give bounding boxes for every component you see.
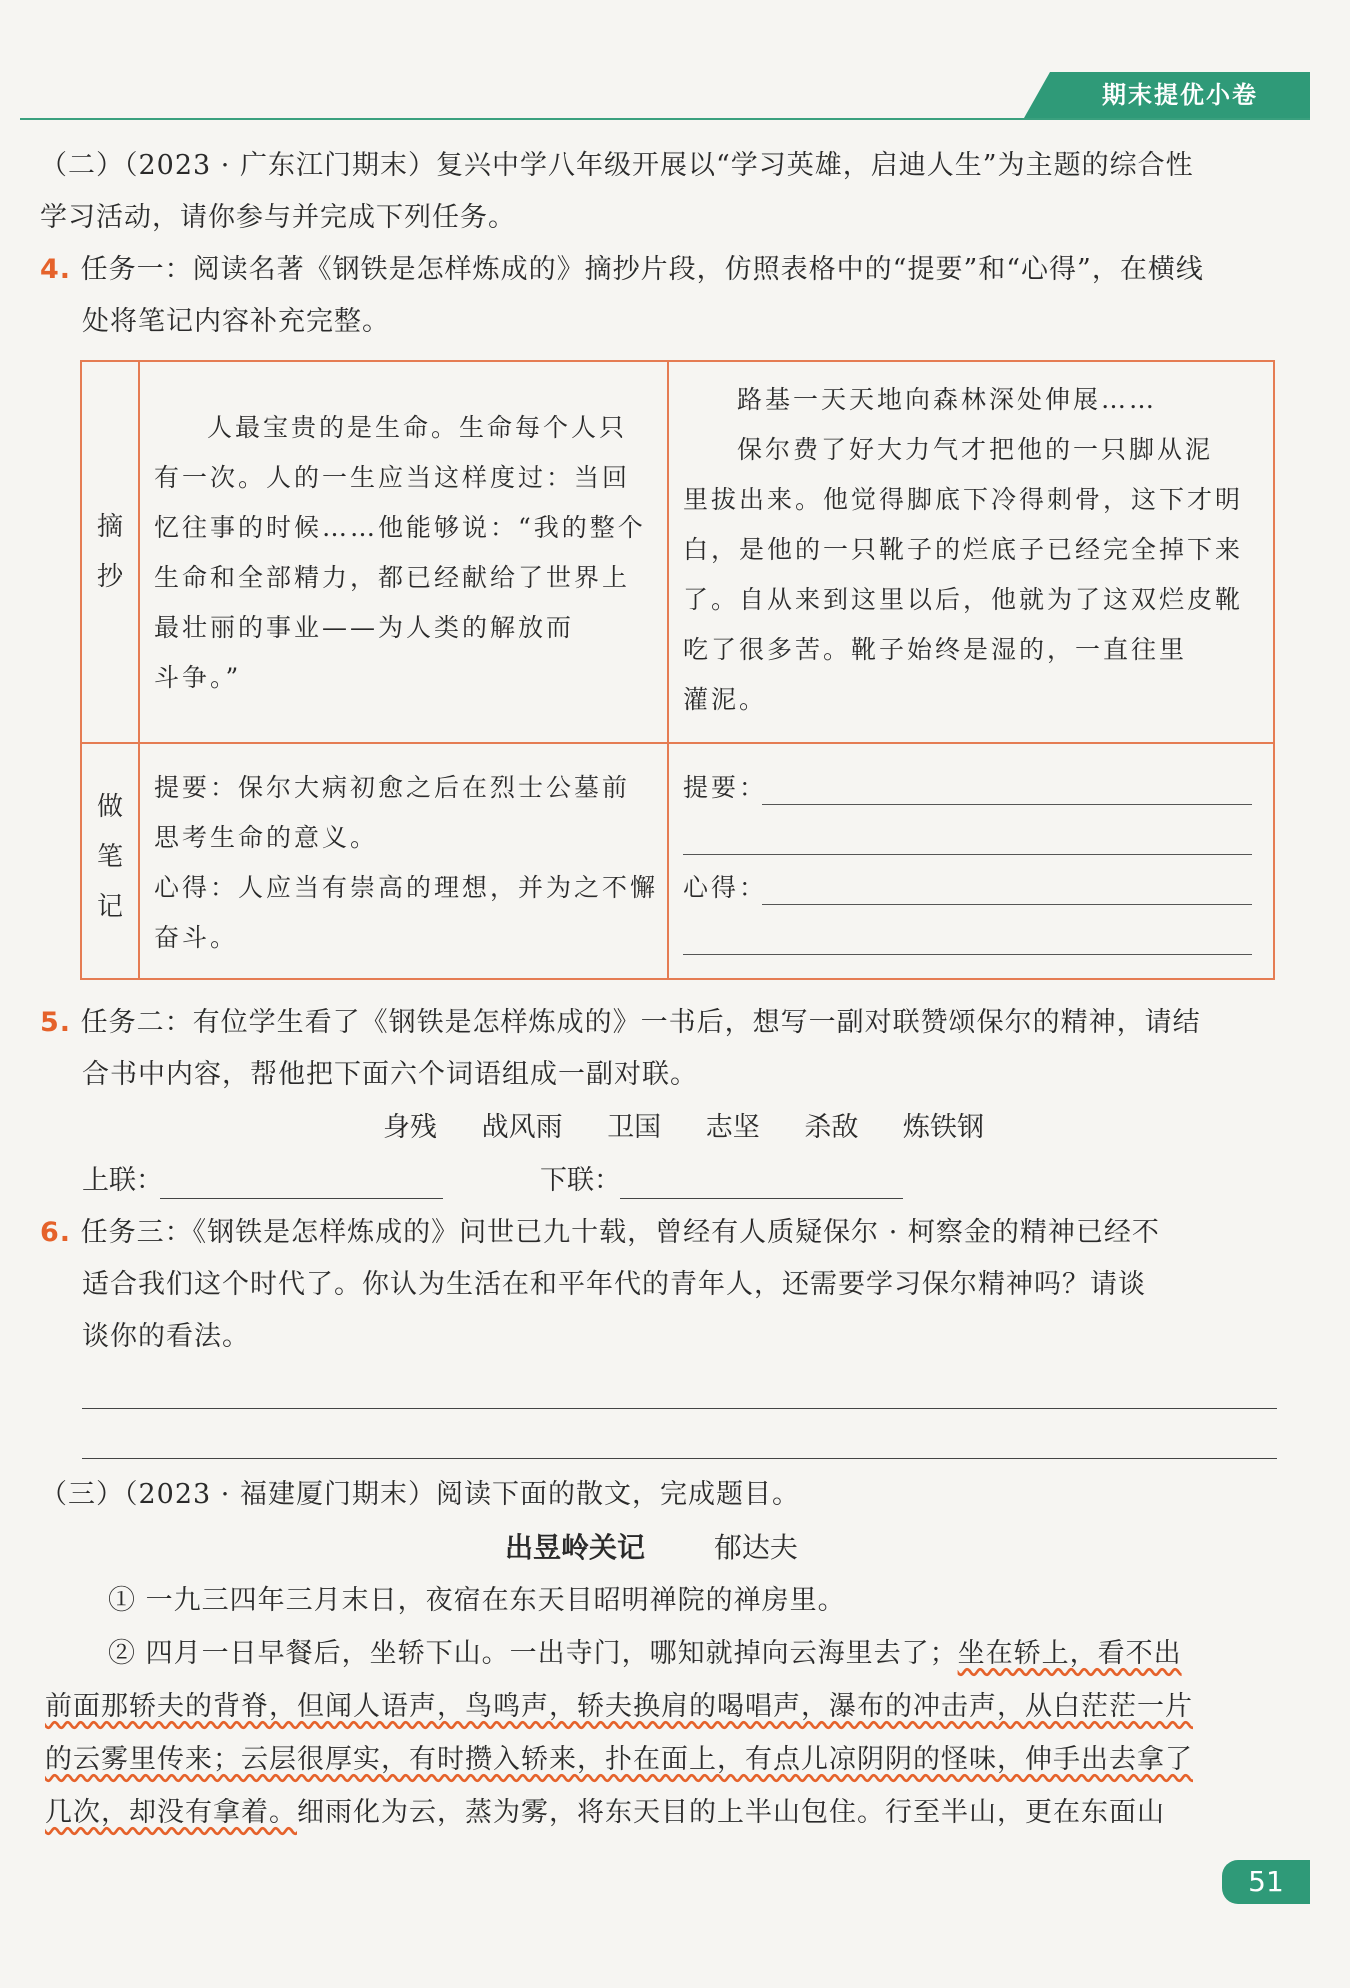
header-tab: 期末提优小卷 [1050,72,1310,118]
q4-line2: 处将笔记内容补充完整。 [82,306,390,337]
q4-number: 4. [40,254,72,285]
section3-line1: （三）（2023 · 福建厦门期末）阅读下面的散文，完成题目。 [40,1479,800,1510]
excerpt1-line: 生命和全部精力，都已经献给了世界上 [154,563,631,592]
note1-line: 提要：保尔大病初愈之后在烈士公墓前 [154,773,631,802]
q6-number: 6. [40,1217,72,1248]
excerpt1-line: 最壮丽的事业——为人类的解放而 [154,613,575,642]
upper-couplet-label: 上联： [82,1165,163,1196]
q6-answer-line[interactable] [82,1458,1277,1459]
excerpt2-line: 吃了很多苦。靴子始终是湿的，一直往里 [683,635,1188,664]
note1-line: 奋斗。 [154,923,239,952]
excerpt2-line: 保尔费了好大力气才把他的一只脚从泥 [737,435,1214,464]
q5-text1: 任务二：有位学生看了《钢铁是怎样炼成的》一书后，想写一副对联赞颂保尔的精神，请结 [80,1007,1201,1038]
lower-couplet-blank[interactable] [620,1198,903,1199]
article-p2-text: ② 四月一日早餐后，坐轿下山。一出寺门，哪知就掉向云海里去了； [108,1638,958,1669]
excerpt1-line: 有一次。人的一生应当这样度过：当回 [154,463,631,492]
note1-line: 心得：人应当有崇高的理想，并为之不懈 [154,873,659,902]
q5-number: 5. [40,1007,72,1038]
article-p2-text: 细雨化为云，蒸为雾，将东天目的上半山包住。行至半山，更在东面山 [297,1797,1165,1828]
couplet-word: 战风雨 [481,1112,563,1143]
row-label-notes-2: 笔 [96,842,123,872]
q6-text1: 任务三：《钢铁是怎样炼成的》问世已九十载，曾经有人质疑保尔 · 柯察金的精神已经不 [80,1217,1160,1248]
note2-insight-label: 心得： [683,873,768,902]
excerpt2-line: 了。自从来到这里以后，他就为了这双烂皮靴 [683,585,1244,614]
notes-table [80,360,1275,980]
q6-line2: 适合我们这个时代了。你认为生活在和平年代的青年人，还需要学习保尔精神吗？请谈 [82,1269,1146,1300]
row-label-notes-1: 做 [96,792,123,822]
note2-insight-blank[interactable] [762,904,1252,905]
article-p2-line1 [108,1636,1182,1672]
upper-couplet-blank[interactable] [160,1198,443,1199]
excerpt1-line: 斗争。” [154,663,242,692]
excerpt1-line: 人最宝贵的是生命。生命每个人只 [207,413,628,442]
couplet-word: 身残 [383,1112,437,1143]
note2-summary-blank[interactable] [762,804,1252,805]
article-p2-line4 [45,1795,1165,1831]
article-title: 出昱岭关记 [505,1531,646,1564]
q4-line1 [40,252,1204,288]
q4-text1: 任务一：阅读名著《钢铁是怎样炼成的》摘抄片段，仿照表格中的“提要”和“心得”，在横线 [80,254,1204,285]
excerpt2-line: 里拔出来。他觉得脚底下冷得刺骨，这下才明 [683,485,1244,514]
couplet-word: 志坚 [705,1112,760,1143]
section2-line2: 学习活动，请你参与并完成下列任务。 [40,202,516,233]
article-p2-line3: 的云雾里传来；云层很厚实，有时攒入轿来，扑在面上，有点儿凉阴阴的怪味，伸手出去拿了 [45,1744,1193,1775]
table-divider [82,742,1273,744]
q5-line1 [40,1005,1201,1041]
row-label-notes-3: 记 [96,892,123,922]
note2-summary-label: 提要： [683,773,768,802]
couplet-words [383,1110,984,1146]
q6-answer-line[interactable] [82,1408,1277,1409]
row-label-excerpt-2: 抄 [96,562,123,592]
article-p1: ① 一九三四年三月末日，夜宿在东天目昭明禅院的禅房里。 [108,1585,846,1616]
article-p2-marked-text: 坐在轿上，看不出 [957,1638,1182,1669]
excerpt2-line: 灌泥。 [683,685,768,714]
section2-line1: （二）（2023 · 广东江门期末）复兴中学八年级开展以“学习英雄，启迪人生”为主题的综合性 [40,150,1194,181]
article-p2-marked-text: 几次，却没有拿着。 [45,1797,297,1828]
q6-line1 [40,1215,1160,1251]
header-rule [20,118,1310,120]
couplet-word: 杀敌 [804,1112,859,1143]
lower-couplet-label: 下联： [540,1165,621,1196]
excerpt2-line: 路基一天天地向森林深处伸展…… [737,385,1158,414]
note2-summary-blank-2[interactable] [683,854,1252,855]
table-divider [138,362,140,978]
excerpt1-line: 忆往事的时候……他能够说：“我的整个 [154,513,646,542]
row-label-excerpt-1: 摘 [96,512,123,542]
note1-line: 思考生命的意义。 [154,823,379,852]
article-heading [505,1530,798,1566]
article-author: 郁达夫 [713,1531,798,1564]
q6-line3: 谈你的看法。 [82,1321,250,1352]
table-divider [667,362,669,978]
article-p2-line2: 前面那轿夫的背脊，但闻人语声，鸟鸣声，轿夫换肩的喝唱声，瀑布的冲击声，从白茫茫一片 [45,1691,1193,1722]
q5-line2: 合书中内容，帮他把下面六个词语组成一副对联。 [82,1059,698,1090]
couplet-word: 炼铁钢 [902,1112,984,1143]
excerpt2-line: 白，是他的一只靴子的烂底子已经完全掉下来 [683,535,1244,564]
couplet-word: 卫国 [607,1112,662,1143]
note2-insight-blank-2[interactable] [683,954,1252,955]
page-number: 51 [1222,1860,1310,1904]
